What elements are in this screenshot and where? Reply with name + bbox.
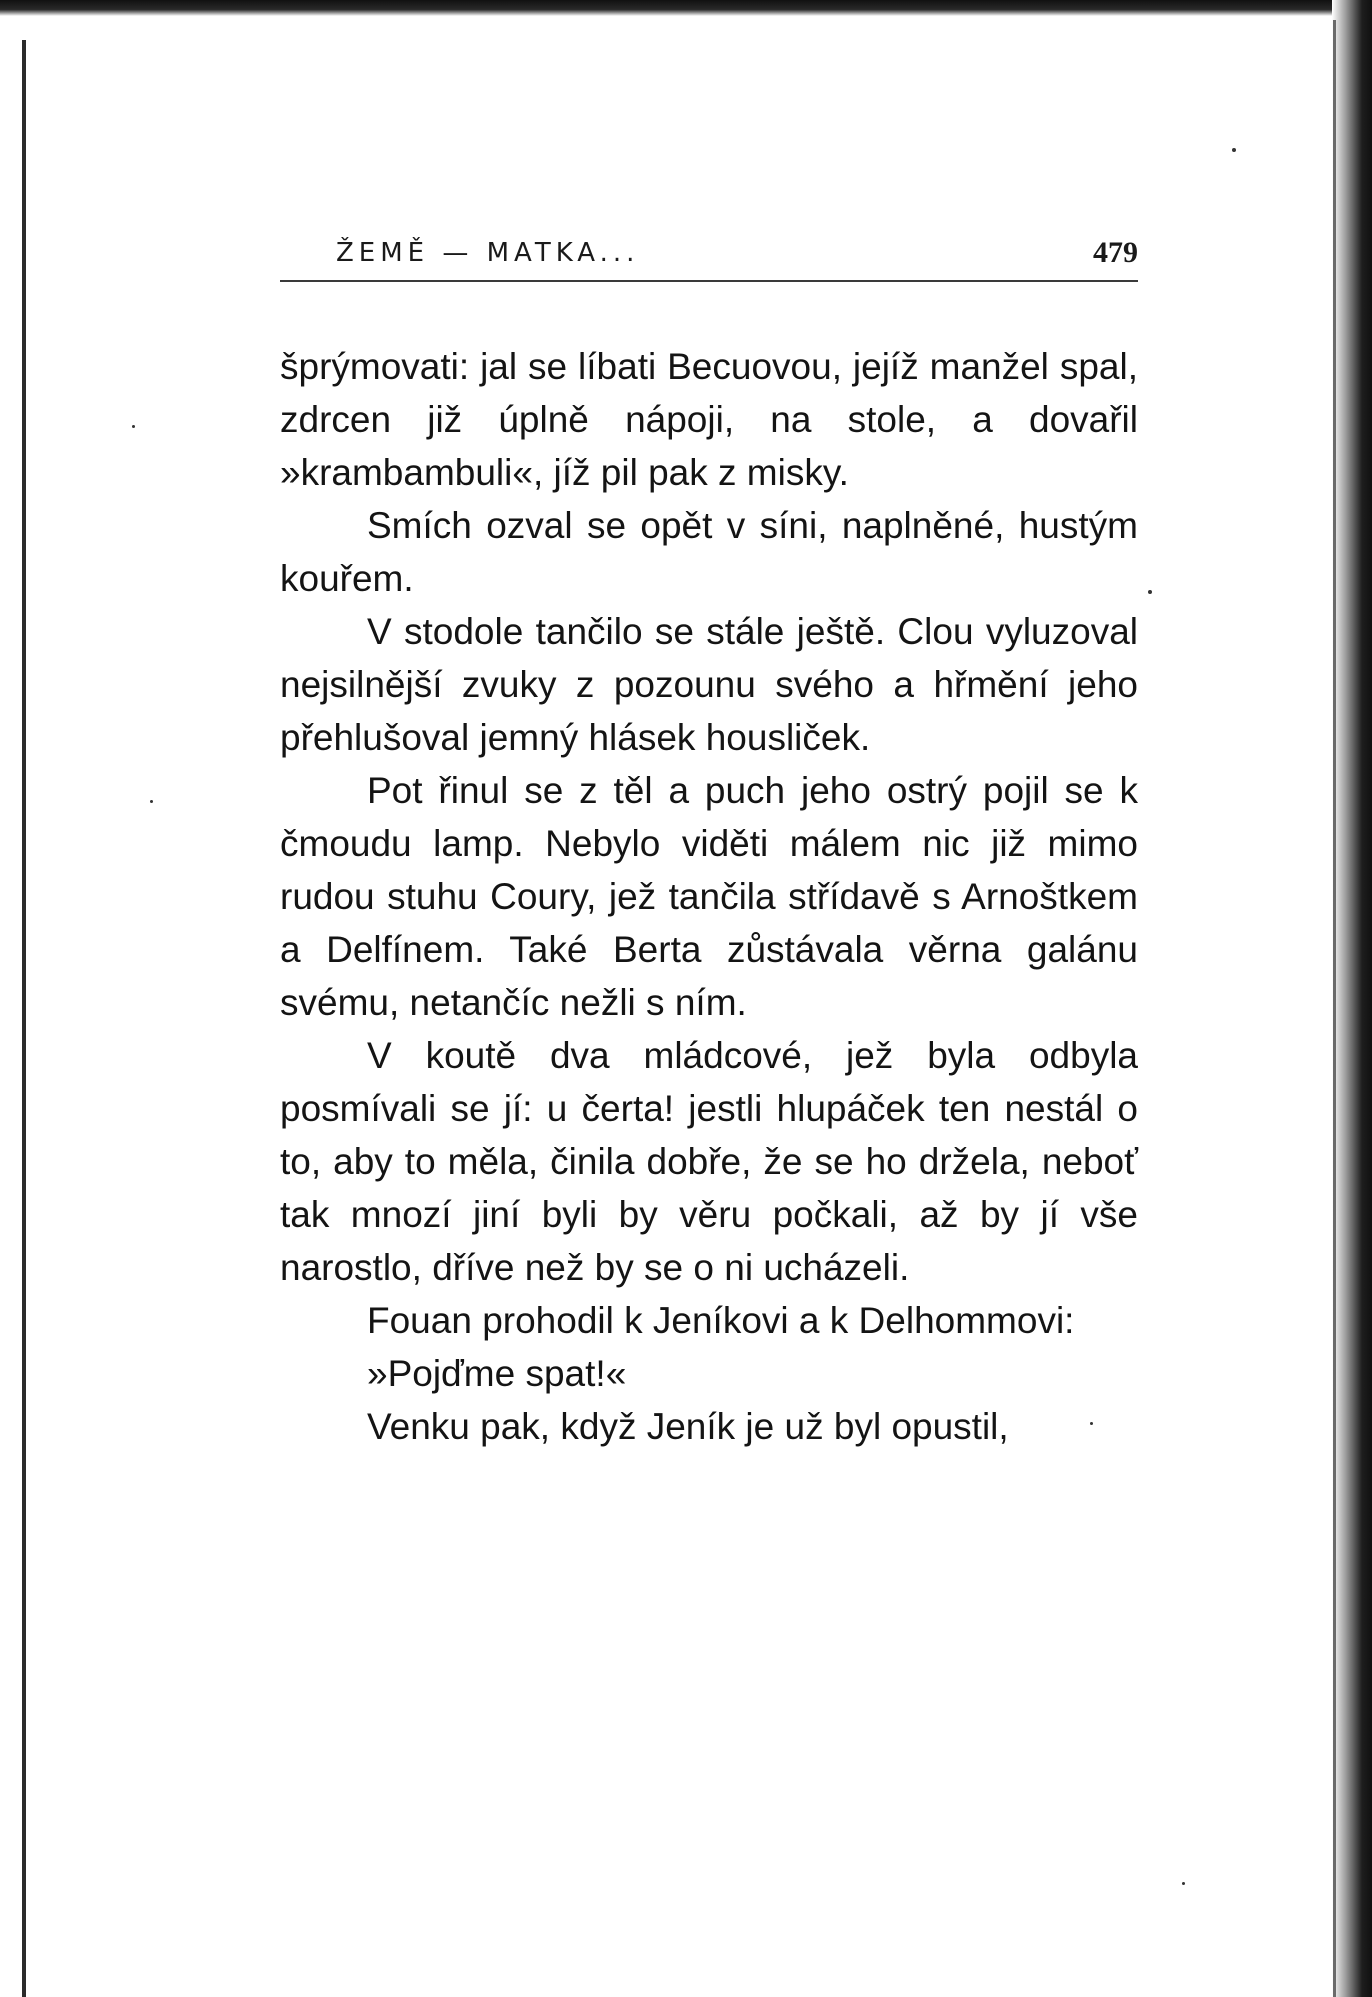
body-text xyxy=(280,340,1138,1453)
scan-speck xyxy=(1148,590,1152,594)
scan-left-edge xyxy=(22,40,26,1997)
scan-speck xyxy=(132,425,135,428)
scan-right-edge xyxy=(1332,0,1372,1997)
scan-speck xyxy=(150,800,153,803)
paragraph: Fouan prohodil k Jeníkovi a k Delhommovi: xyxy=(367,1300,1075,1341)
paragraph: šprýmovati: jal se líbati Becuovou, jejíž manžel spal, zdrcen již úplně nápoji, na stole, a dovařil »krambambuli«, jíž pil pak z misky. xyxy=(280,346,1138,493)
running-title: ŽEMĚ — MATKA... xyxy=(336,238,640,268)
scan-speck xyxy=(1232,148,1236,152)
scan-right-inner-edge xyxy=(1333,20,1336,1997)
paragraph: V koutě dva mládcové, jež byla odbyla posmívali se jí: u čerta! jestli hlupáček ten nestál o to, aby to měla, činila dobře, že se ho držela, neboť tak mnozí jiní byli by věru počkali, až by jí vše narostlo, dříve než by se o ni ucházeli. xyxy=(280,1035,1138,1288)
running-header xyxy=(280,232,1138,282)
paragraph: Pot řinul se z těl a puch jeho ostrý pojil se k čmoudu lamp. Nebylo viděti málem nic již mimo rudou stuhu Coury, jež tančila střídavě s Arnoštkem a Delfínem. Také Berta zůstávala věrna galánu svému, netančíc nežli s ním. xyxy=(280,770,1138,1023)
scan-top-edge xyxy=(0,0,1372,16)
paragraph: Smích ozval se opět v síni, naplněné, hustým kouřem. xyxy=(280,505,1138,599)
page-number: 479 xyxy=(1093,236,1138,269)
scan-speck xyxy=(1182,1882,1185,1885)
paragraph: »Pojďme spat!« xyxy=(367,1353,627,1394)
paragraph: V stodole tančilo se stále ještě. Clou vyluzoval nejsilnější zvuky z pozounu svého a hřmění jeho přehlušoval jemný hlásek housliček. xyxy=(280,611,1138,758)
header-rule xyxy=(280,280,1138,282)
paragraph: Venku pak, když Jeník je už byl opustil, xyxy=(367,1406,1009,1447)
